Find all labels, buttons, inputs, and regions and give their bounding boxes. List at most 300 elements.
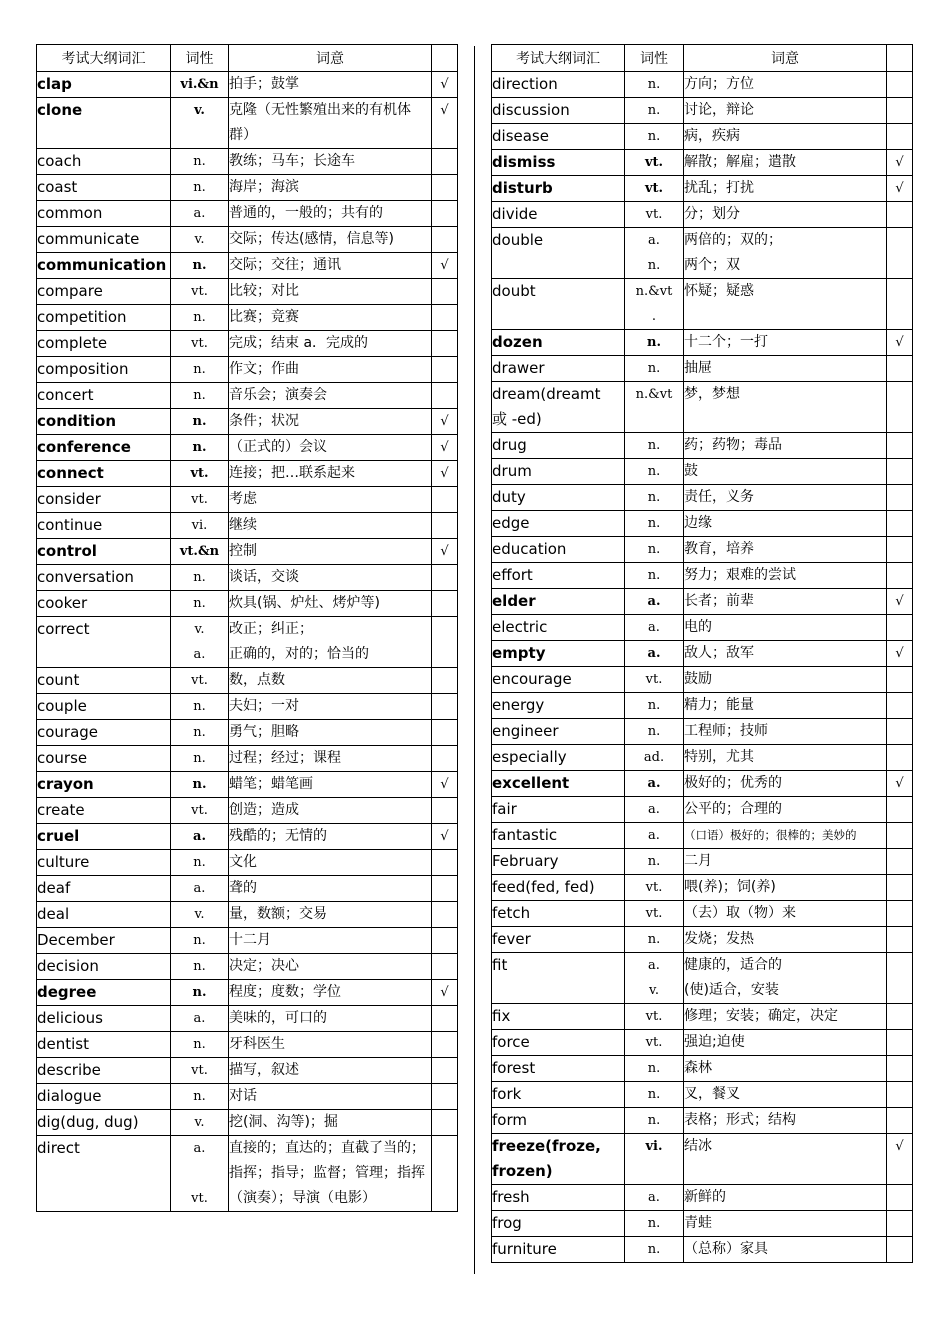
pos-cell: v.: [171, 98, 229, 149]
table-row: [37, 1084, 458, 1110]
word-cell: freeze(froze, frozen): [492, 1134, 625, 1185]
table-row: [37, 746, 458, 772]
word-cell: conference: [37, 435, 171, 461]
pos-cell: a.: [625, 641, 684, 667]
meaning-cell: 文化: [229, 850, 432, 876]
meaning-cell: 教育，培养: [684, 537, 887, 563]
word-cell: deal: [37, 902, 171, 928]
meaning-cell: 音乐会；演奏会: [229, 383, 432, 409]
table-row: [37, 149, 458, 175]
check-mark-cell: √: [432, 435, 458, 461]
meaning-cell: （总称）家具: [684, 1237, 887, 1263]
table-row: [37, 461, 458, 487]
word-cell: condition: [37, 409, 171, 435]
table-row: [37, 850, 458, 876]
pos-cell: n.: [171, 591, 229, 617]
meaning-cell: 创造；造成: [229, 798, 432, 824]
check-mark-cell: √: [432, 980, 458, 1006]
word-cell: control: [37, 539, 171, 565]
word-cell: clone: [37, 98, 171, 149]
check-mark-cell: [887, 875, 913, 901]
check-mark-cell: [887, 1004, 913, 1030]
meaning-cell: 十二月: [229, 928, 432, 954]
word-cell: conversation: [37, 565, 171, 591]
pos-cell: n.&vt .: [625, 279, 684, 330]
meaning-cell: 比赛；竞赛: [229, 305, 432, 331]
check-mark-cell: [432, 175, 458, 201]
check-mark-cell: [887, 667, 913, 693]
check-mark-cell: [887, 485, 913, 511]
word-cell: couple: [37, 694, 171, 720]
table-row: [37, 513, 458, 539]
word-cell: concert: [37, 383, 171, 409]
table-row: [37, 98, 458, 149]
pos-cell: n.: [625, 98, 684, 124]
word-cell: energy: [492, 693, 625, 719]
word-cell: direction: [492, 72, 625, 98]
check-mark-cell: [887, 98, 913, 124]
table-row: [492, 150, 913, 176]
pos-cell: n.: [625, 1237, 684, 1263]
meaning-cell: 梦，梦想: [684, 382, 887, 433]
header-pos: 词性: [171, 45, 229, 72]
meaning-cell: （去）取（物）来: [684, 901, 887, 927]
word-cell: delicious: [37, 1006, 171, 1032]
word-cell: common: [37, 201, 171, 227]
table-row: [492, 1082, 913, 1108]
table-row: [37, 1032, 458, 1058]
word-cell: dig(dug, dug): [37, 1110, 171, 1136]
pos-cell: a.: [625, 797, 684, 823]
word-cell: complete: [37, 331, 171, 357]
pos-cell: a. n.: [625, 228, 684, 279]
word-cell: discussion: [492, 98, 625, 124]
word-cell: direct: [37, 1136, 171, 1212]
table-row: [492, 202, 913, 228]
check-mark-cell: [432, 1006, 458, 1032]
meaning-cell: 决定；决心: [229, 954, 432, 980]
check-mark-cell: √: [432, 772, 458, 798]
word-cell: edge: [492, 511, 625, 537]
check-mark-cell: [887, 202, 913, 228]
meaning-cell: 新鲜的: [684, 1185, 887, 1211]
pos-cell: n.: [625, 459, 684, 485]
word-cell: frog: [492, 1211, 625, 1237]
check-mark-cell: [887, 1211, 913, 1237]
meaning-cell: 扰乱；打扰: [684, 176, 887, 202]
table-row: [492, 1211, 913, 1237]
table-row: [37, 824, 458, 850]
check-mark-cell: [887, 433, 913, 459]
word-cell: empty: [492, 641, 625, 667]
table-row: [37, 617, 458, 668]
pos-cell: v.: [171, 227, 229, 253]
pos-cell: n.: [171, 409, 229, 435]
table-row: [37, 565, 458, 591]
pos-cell: n.: [171, 850, 229, 876]
check-mark-cell: √: [432, 98, 458, 149]
meaning-cell: 挖(洞、沟等)；掘: [229, 1110, 432, 1136]
word-cell: dialogue: [37, 1084, 171, 1110]
table-row: [37, 539, 458, 565]
word-cell: dismiss: [492, 150, 625, 176]
word-cell: especially: [492, 745, 625, 771]
check-mark-cell: √: [887, 150, 913, 176]
check-mark-cell: [887, 745, 913, 771]
check-mark-cell: √: [432, 72, 458, 98]
meaning-cell: 分；划分: [684, 202, 887, 228]
check-mark-cell: [887, 382, 913, 433]
check-mark-cell: [432, 617, 458, 668]
pos-cell: n.: [625, 433, 684, 459]
word-cell: create: [37, 798, 171, 824]
word-cell: fork: [492, 1082, 625, 1108]
word-cell: communication: [37, 253, 171, 279]
pos-cell: a.: [625, 589, 684, 615]
check-mark-cell: [887, 901, 913, 927]
pos-cell: n.: [625, 693, 684, 719]
meaning-cell: 精力；能量: [684, 693, 887, 719]
check-mark-cell: [432, 487, 458, 513]
word-cell: duty: [492, 485, 625, 511]
table-row: [492, 459, 913, 485]
word-cell: forest: [492, 1056, 625, 1082]
check-mark-cell: [887, 719, 913, 745]
pos-cell: a.: [171, 1006, 229, 1032]
pos-cell: vt.: [171, 668, 229, 694]
meaning-cell: 公平的；合理的: [684, 797, 887, 823]
table-row: [492, 330, 913, 356]
vocab-table-right: [491, 44, 913, 1263]
pos-cell: n.: [625, 927, 684, 953]
check-mark-cell: √: [887, 771, 913, 797]
word-cell: correct: [37, 617, 171, 668]
check-mark-cell: [887, 279, 913, 330]
check-mark-cell: [887, 1056, 913, 1082]
word-cell: double: [492, 228, 625, 279]
header-check: [432, 45, 458, 72]
check-mark-cell: √: [887, 641, 913, 667]
meaning-cell: 解散；解雇；遣散: [684, 150, 887, 176]
meaning-cell: 炊具(锅、炉灶、烤炉等): [229, 591, 432, 617]
meaning-cell: 怀疑；疑惑: [684, 279, 887, 330]
table-row: [492, 511, 913, 537]
meaning-cell: 方向；方位: [684, 72, 887, 98]
check-mark-cell: [887, 563, 913, 589]
word-cell: fever: [492, 927, 625, 953]
header-check: [887, 45, 913, 72]
pos-cell: n.: [171, 435, 229, 461]
table-row: [37, 331, 458, 357]
table-row: [37, 201, 458, 227]
table-row: [37, 175, 458, 201]
pos-cell: n.: [625, 1082, 684, 1108]
pos-cell: n.: [625, 72, 684, 98]
word-cell: coach: [37, 149, 171, 175]
meaning-cell: 结冰: [684, 1134, 887, 1185]
header-word: 考试大纲词汇: [492, 45, 625, 72]
check-mark-cell: [887, 459, 913, 485]
meaning-cell: 夫妇；一对: [229, 694, 432, 720]
meaning-cell: 交际；传达(感情，信息等): [229, 227, 432, 253]
meaning-cell: 边缘: [684, 511, 887, 537]
word-cell: fix: [492, 1004, 625, 1030]
pos-cell: n.: [171, 1032, 229, 1058]
table-row: [37, 591, 458, 617]
meaning-cell: 直接的；直达的；直截了当的； 指挥；指导；监督；管理；指挥（演奏）；导演（电影）: [229, 1136, 432, 1212]
pos-cell: vt.: [625, 150, 684, 176]
table-row: [492, 1004, 913, 1030]
table-row: [492, 124, 913, 150]
table-row: [492, 615, 913, 641]
table-row: [492, 901, 913, 927]
pos-cell: n.: [171, 720, 229, 746]
word-cell: doubt: [492, 279, 625, 330]
word-cell: drug: [492, 433, 625, 459]
word-cell: deaf: [37, 876, 171, 902]
meaning-cell: 蜡笔；蜡笔画: [229, 772, 432, 798]
check-mark-cell: [887, 615, 913, 641]
check-mark-cell: [432, 149, 458, 175]
pos-cell: n.: [625, 1056, 684, 1082]
table-row: [492, 1108, 913, 1134]
check-mark-cell: [887, 1082, 913, 1108]
meaning-cell: 十二个；一打: [684, 330, 887, 356]
check-mark-cell: [432, 1032, 458, 1058]
meaning-cell: 表格；形式；结构: [684, 1108, 887, 1134]
table-row: [492, 823, 913, 849]
pos-cell: vt.: [171, 1058, 229, 1084]
table-row: [37, 720, 458, 746]
vocab-rows-right: [492, 72, 913, 1263]
word-cell: continue: [37, 513, 171, 539]
table-row: [492, 537, 913, 563]
meaning-cell: 条件；状况: [229, 409, 432, 435]
word-cell: drum: [492, 459, 625, 485]
check-mark-cell: [432, 227, 458, 253]
check-mark-cell: √: [432, 253, 458, 279]
check-mark-cell: [432, 668, 458, 694]
check-mark-cell: [432, 279, 458, 305]
meaning-cell: 数，点数: [229, 668, 432, 694]
meaning-cell: 对话: [229, 1084, 432, 1110]
meaning-cell: （口语）极好的；很棒的；美妙的: [684, 823, 887, 849]
pos-cell: n.: [625, 330, 684, 356]
table-row: [37, 357, 458, 383]
pos-cell: n.: [171, 746, 229, 772]
pos-cell: n.: [625, 124, 684, 150]
table-row: [37, 435, 458, 461]
word-cell: connect: [37, 461, 171, 487]
word-cell: clap: [37, 72, 171, 98]
table-row: [492, 927, 913, 953]
table-row: [492, 98, 913, 124]
pos-cell: n.: [171, 1084, 229, 1110]
table-row: [37, 668, 458, 694]
pos-cell: vt.: [171, 331, 229, 357]
meaning-cell: 海岸；海滨: [229, 175, 432, 201]
pos-cell: n.: [625, 1211, 684, 1237]
meaning-cell: 两倍的；双的； 两个；双: [684, 228, 887, 279]
check-mark-cell: [887, 228, 913, 279]
word-cell: force: [492, 1030, 625, 1056]
meaning-cell: 普通的，一般的；共有的: [229, 201, 432, 227]
check-mark-cell: [432, 928, 458, 954]
pos-cell: n.: [625, 356, 684, 382]
meaning-cell: 病，疾病: [684, 124, 887, 150]
pos-cell: vt.: [171, 798, 229, 824]
meaning-cell: 连接；把…联系起来: [229, 461, 432, 487]
check-mark-cell: [432, 1136, 458, 1212]
meaning-cell: 牙科医生: [229, 1032, 432, 1058]
table-header-row: [37, 45, 458, 72]
pos-cell: vi.: [171, 513, 229, 539]
table-row: [37, 980, 458, 1006]
pos-cell: a. vt.: [171, 1136, 229, 1212]
pos-cell: n.: [171, 253, 229, 279]
pos-cell: vt.: [625, 202, 684, 228]
table-row: [37, 487, 458, 513]
check-mark-cell: [887, 72, 913, 98]
meaning-cell: 极好的；优秀的: [684, 771, 887, 797]
meaning-cell: 叉，餐叉: [684, 1082, 887, 1108]
pos-cell: a.: [625, 1185, 684, 1211]
meaning-cell: 完成；结束 a．完成的: [229, 331, 432, 357]
word-cell: drawer: [492, 356, 625, 382]
table-row: [492, 641, 913, 667]
header-word: 考试大纲词汇: [37, 45, 171, 72]
pos-cell: n.: [625, 1108, 684, 1134]
pos-cell: v.: [171, 902, 229, 928]
meaning-cell: 鼓励: [684, 667, 887, 693]
table-row: [492, 176, 913, 202]
word-cell: dozen: [492, 330, 625, 356]
meaning-cell: 作文；作曲: [229, 357, 432, 383]
pos-cell: vt.: [625, 176, 684, 202]
word-cell: February: [492, 849, 625, 875]
table-row: [492, 279, 913, 330]
check-mark-cell: [432, 383, 458, 409]
check-mark-cell: [432, 902, 458, 928]
pos-cell: a.: [625, 771, 684, 797]
word-cell: furniture: [492, 1237, 625, 1263]
meaning-cell: 森林: [684, 1056, 887, 1082]
table-header-row: [492, 45, 913, 72]
meaning-cell: 交际；交往；通讯: [229, 253, 432, 279]
meaning-cell: 程度；度数；学位: [229, 980, 432, 1006]
word-cell: cooker: [37, 591, 171, 617]
pos-cell: vi.&n: [171, 72, 229, 98]
check-mark-cell: √: [432, 409, 458, 435]
check-mark-cell: [432, 798, 458, 824]
meaning-cell: 残酷的；无情的: [229, 824, 432, 850]
check-mark-cell: [887, 849, 913, 875]
column-divider: [474, 46, 475, 1274]
word-cell: fantastic: [492, 823, 625, 849]
pos-cell: n.: [625, 537, 684, 563]
pos-cell: vi.: [625, 1134, 684, 1185]
word-cell: composition: [37, 357, 171, 383]
table-row: [492, 719, 913, 745]
table-row: [37, 694, 458, 720]
word-cell: cruel: [37, 824, 171, 850]
pos-cell: n.: [171, 980, 229, 1006]
pos-cell: n.: [171, 149, 229, 175]
pos-cell: n.: [625, 511, 684, 537]
table-row: [492, 1237, 913, 1263]
word-cell: degree: [37, 980, 171, 1006]
meaning-cell: 量，数额；交易: [229, 902, 432, 928]
meaning-cell: （正式的）会议: [229, 435, 432, 461]
check-mark-cell: [432, 1084, 458, 1110]
pos-cell: v. a.: [171, 617, 229, 668]
meaning-cell: 喂(养)；饲(养): [684, 875, 887, 901]
table-row: [492, 745, 913, 771]
word-cell: competition: [37, 305, 171, 331]
pos-cell: a.: [171, 876, 229, 902]
check-mark-cell: [887, 511, 913, 537]
meaning-cell: 描写，叙述: [229, 1058, 432, 1084]
meaning-cell: 特别，尤其: [684, 745, 887, 771]
pos-cell: ad.: [625, 745, 684, 771]
pos-cell: n.: [625, 849, 684, 875]
check-mark-cell: √: [432, 461, 458, 487]
meaning-cell: 敌人；敌军: [684, 641, 887, 667]
table-row: [492, 382, 913, 433]
meaning-cell: 二月: [684, 849, 887, 875]
table-row: [37, 1058, 458, 1084]
word-cell: elder: [492, 589, 625, 615]
word-cell: fetch: [492, 901, 625, 927]
table-row: [37, 227, 458, 253]
check-mark-cell: [887, 1185, 913, 1211]
meaning-cell: 勇气；胆略: [229, 720, 432, 746]
meaning-cell: 工程师；技师: [684, 719, 887, 745]
check-mark-cell: [887, 693, 913, 719]
table-row: [492, 771, 913, 797]
check-mark-cell: [887, 356, 913, 382]
word-cell: fit: [492, 953, 625, 1004]
pos-cell: n.: [171, 565, 229, 591]
meaning-cell: 责任，义务: [684, 485, 887, 511]
meaning-cell: 电的: [684, 615, 887, 641]
meaning-cell: 强迫;迫使: [684, 1030, 887, 1056]
table-row: [492, 797, 913, 823]
word-cell: culture: [37, 850, 171, 876]
word-cell: December: [37, 928, 171, 954]
check-mark-cell: √: [887, 176, 913, 202]
word-cell: fair: [492, 797, 625, 823]
table-row: [492, 228, 913, 279]
pos-cell: n.: [625, 485, 684, 511]
word-cell: encourage: [492, 667, 625, 693]
meaning-cell: 青蛙: [684, 1211, 887, 1237]
word-cell: count: [37, 668, 171, 694]
pos-cell: n.: [625, 563, 684, 589]
check-mark-cell: √: [887, 589, 913, 615]
check-mark-cell: [432, 513, 458, 539]
table-row: [37, 954, 458, 980]
table-row: [37, 928, 458, 954]
meaning-cell: 健康的，适合的 (使)适合，安装: [684, 953, 887, 1004]
pos-cell: n.: [171, 772, 229, 798]
word-cell: disturb: [492, 176, 625, 202]
table-row: [37, 1006, 458, 1032]
table-row: [492, 485, 913, 511]
check-mark-cell: [887, 797, 913, 823]
vocab-rows-left: [37, 72, 458, 1212]
word-cell: electric: [492, 615, 625, 641]
